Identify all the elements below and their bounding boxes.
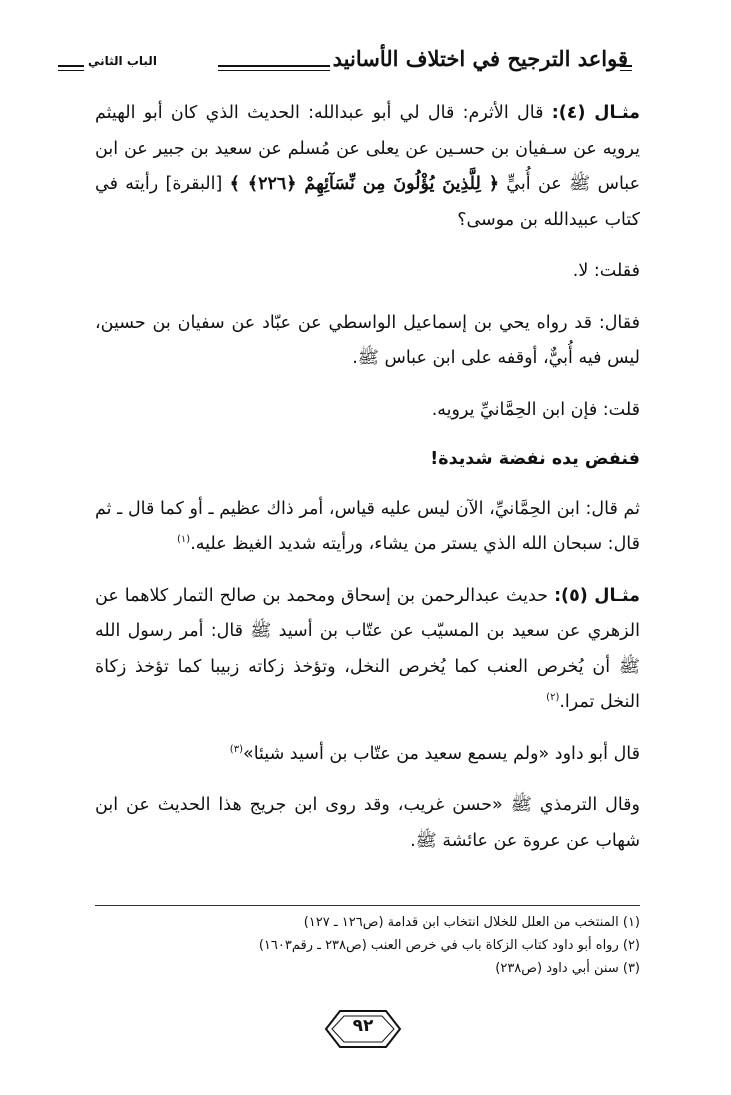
paragraph-reply: فقلت: لا. xyxy=(572,261,640,281)
paragraph-text: حديث عبدالرحمن بن إسحاق ومحمد بن صالح التمار كلاهما عن الزهري عن سعيد بن المسيّب عن عتّاب بن أسيد ﷺ قال: أمر رسول الله ﷺ أن يُخرص العنب كما يُخرص النخل، وتؤخذ زكاته زبيبا كما تؤخذ زكاة النخل تمرا. xyxy=(95,585,640,712)
paragraph-abu-dawud xyxy=(95,737,640,773)
paragraph-text: قال أبو داود «ولم يسمع سعيد من عتّاب بن أسيد شيئا» xyxy=(242,743,640,764)
running-header xyxy=(58,44,628,84)
header-rule-left xyxy=(58,65,84,71)
paragraph-reaction: فنفض يده نفضة شديدة! xyxy=(430,449,640,469)
footnote-marker[interactable]: (٣) xyxy=(229,743,243,755)
example-label: مثـال (٥): xyxy=(554,585,640,606)
paragraph-example-5 xyxy=(95,579,640,721)
footnote-3: (٣) سنن أبي داود (ص٢٣٨) xyxy=(495,961,640,976)
paragraph-statement: قلت: فإن ابن الحِمَّانيِّ يرويه. xyxy=(431,399,640,420)
paragraph-example-4 xyxy=(95,96,640,238)
paragraph-narration: فقال: قد رواه يحي بن إسماعيل الواسطي عن عبّاد عن سفيان بن حسين، ليس فيه أُبيٌّ، أوقفه على ابن عباس ﷺ. xyxy=(95,312,640,368)
footnote-marker[interactable]: (١) xyxy=(177,534,191,545)
page-number xyxy=(318,1003,408,1055)
body-text xyxy=(95,96,640,875)
paragraph-tirmidhi: وقال الترمذي ﷺ «حسن غريب، وقد روى ابن جريج هذا الحديث عن ابن شهاب عن عروة عن عائشة ﷺ. xyxy=(95,795,640,851)
example-label: مثـال (٤): xyxy=(551,103,641,123)
footnote-marker[interactable]: (٢) xyxy=(546,692,560,703)
paragraph-text: ثم قال: ابن الحِمَّانيِّ، الآن ليس عليه قياس، أمر ذاك عظيم ـ أو كما قال ـ ثم قال: سبحان الله الذي يستر من يشاء، ورأيته شديد الغيظ عليه. xyxy=(95,498,640,554)
chapter-title: الباب الثاني xyxy=(88,54,157,68)
header-rule-middle xyxy=(218,65,330,71)
footnote-1: (١) المنتخب من العلل للخلال انتخاب ابن قدامة (ص١٢٦ ـ ١٢٧) xyxy=(303,915,640,930)
book-title: قواعد الترجيح في اختلاف الأسانيد xyxy=(332,46,628,71)
footnote-separator xyxy=(95,905,640,906)
footnotes xyxy=(95,911,640,980)
paragraph-text: قال الأثرم: قال لي أبو عبدالله: الحديث الذي كان أبو الهيثم يرويه عن سـفيان بن حسـين عن يعلى عن مُسلم عن سعيد بن جبير عن ابن عباس ﷺ عن أُبيٍّ xyxy=(95,103,641,194)
footnote-2: (٢) رواه أبو داود كتاب الزكاة باب في خرص العنب (ص٢٣٨ ـ رقم١٦٠٣) xyxy=(258,938,640,953)
paragraph-comment xyxy=(95,492,640,563)
page-number-value: ٩٢ xyxy=(352,1016,374,1036)
paragraph-text: [البقرة] رأيته في كتاب عبيدالله بن موسى؟ xyxy=(95,174,640,230)
quran-verse: ﴿ لِلَّذِينَ يُؤْلُونَ مِن نِّسَآئِهِمْ ﴿٢٢٦﴾ ﴾ xyxy=(229,174,499,194)
